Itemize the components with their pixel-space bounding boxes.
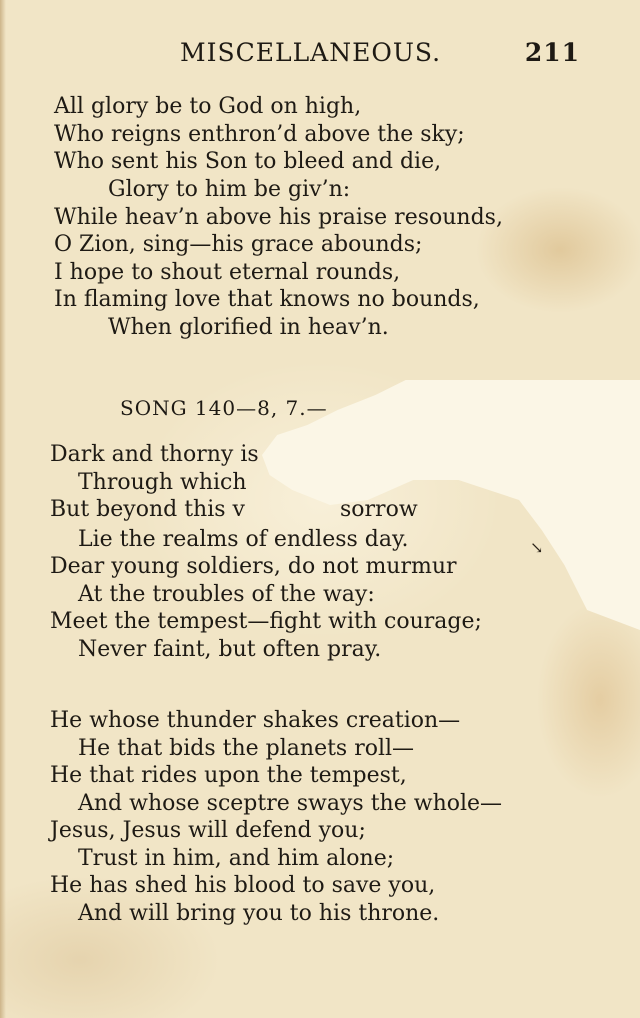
stanza-line: But beyond this v bbox=[50, 497, 245, 522]
stanza-line: Lie the realms of endless day. bbox=[78, 527, 409, 552]
stanza-line: At the troubles of the way: bbox=[78, 582, 375, 607]
stanza-line: Meet the tempest—fight with courage; bbox=[50, 609, 482, 634]
verse-line: Who sent his Son to bleed and die, bbox=[54, 149, 442, 174]
page-number: 211 bbox=[524, 38, 580, 67]
stanza-line: Trust in him, and him alone; bbox=[78, 846, 395, 871]
verse-line: Who reigns enthron’d above the sky; bbox=[54, 122, 465, 147]
song-heading: SONG 140—8, 7.— bbox=[120, 396, 328, 420]
stanza-line: Through which bbox=[78, 470, 247, 495]
verse-line: I hope to shout eternal rounds, bbox=[54, 260, 401, 285]
verse-line: In flaming love that knows no bounds, bbox=[54, 287, 480, 312]
stanza-line-fragment: sorrow bbox=[340, 497, 418, 522]
stanza-line: He that rides upon the tempest, bbox=[50, 763, 407, 788]
page-header bbox=[180, 38, 580, 74]
stanza-line: And will bring you to his throne. bbox=[78, 901, 440, 926]
stanza-line: Dark and thorny is bbox=[50, 442, 259, 467]
stanza-line: He has shed his blood to save you, bbox=[50, 873, 436, 898]
verse-line: When glorified in heav’n. bbox=[108, 315, 389, 340]
verse-line: O Zion, sing—his grace abounds; bbox=[54, 232, 423, 257]
page-edge-shadow bbox=[0, 0, 6, 1018]
verse-line: All glory be to God on high, bbox=[54, 94, 362, 119]
ink-mark: ↘ bbox=[530, 538, 544, 557]
verse-line: While heav’n above his praise resounds, bbox=[54, 205, 503, 230]
stanza-line: Dear young soldiers, do not murmur bbox=[50, 554, 457, 579]
stanza-line: And whose sceptre sways the whole— bbox=[78, 791, 503, 816]
running-title: MISCELLANEOUS. bbox=[180, 38, 442, 67]
stanza-line: He whose thunder shakes creation— bbox=[50, 708, 461, 733]
stanza-line: He that bids the planets roll— bbox=[78, 736, 415, 761]
stanza-line: Never faint, but often pray. bbox=[78, 637, 382, 662]
verse-line: Glory to him be giv’n: bbox=[108, 177, 351, 202]
stanza-line: Jesus, Jesus will defend you; bbox=[50, 818, 366, 843]
